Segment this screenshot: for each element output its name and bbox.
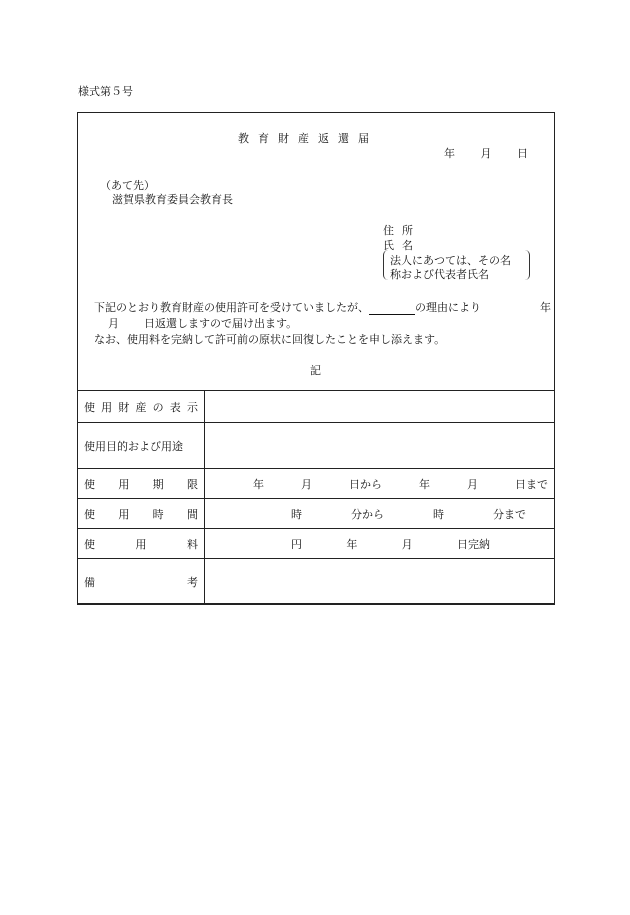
addressee-name: 滋賀県教育委員会教育長 xyxy=(112,193,233,206)
table-row xyxy=(78,559,555,605)
property-label: 使 用 財 産 の 表 示 xyxy=(78,391,205,423)
reason-blank[interactable] xyxy=(369,304,415,315)
body-line1-year: 年 xyxy=(540,301,551,314)
table-row xyxy=(78,423,555,469)
table-row xyxy=(78,529,555,559)
corporate-note-line2: 称および代表者氏名 xyxy=(390,268,489,281)
date-month: 月 xyxy=(480,147,492,160)
name-label: 氏名 xyxy=(383,239,421,252)
address-label: 住所 xyxy=(383,224,421,237)
period-label: 使 用 期 限 xyxy=(78,469,205,499)
property-value[interactable] xyxy=(205,391,555,423)
table-row xyxy=(78,499,555,529)
table-row xyxy=(78,391,555,423)
body-line1 xyxy=(94,299,481,315)
purpose-label: 使用目的および用途 xyxy=(78,423,205,469)
time-value[interactable]: 時 分から 時 分まで xyxy=(205,499,555,529)
body-line2-text: 日返還しますので届け出ます。 xyxy=(144,317,298,330)
table-row xyxy=(78,469,555,499)
date-day: 日 xyxy=(517,147,528,160)
purpose-value[interactable] xyxy=(205,423,555,469)
body-line1-text-b: の理由により xyxy=(415,301,481,314)
time-label: 使 用 時 間 xyxy=(78,499,205,529)
period-value[interactable]: 年 月 日から 年 月 日まで xyxy=(205,469,555,499)
addressee-heading: （あて先） xyxy=(100,179,155,192)
body-line2-month: 月 xyxy=(108,317,119,330)
form-number: 様式第５号 xyxy=(78,85,133,98)
fee-value[interactable]: 円 年 月 日完納 xyxy=(205,529,555,559)
document-title: 教育財産返還届 xyxy=(238,132,378,145)
body-line3: なお、使用料を完納して許可前の原状に回復したことを申し添えます。 xyxy=(94,333,446,346)
remarks-label: 備 考 xyxy=(78,559,205,605)
date-line xyxy=(444,145,528,161)
remarks-value[interactable] xyxy=(205,559,555,605)
ki-heading: 記 xyxy=(310,364,321,377)
corporate-note-line1: 法人にあつては、その名 xyxy=(390,254,511,267)
details-table xyxy=(77,390,555,605)
date-year: 年 xyxy=(444,147,455,160)
fee-label: 使 用 料 xyxy=(78,529,205,559)
body-line1-text-a: 下記のとおり教育財産の使用許可を受けていましたが、 xyxy=(94,301,369,314)
